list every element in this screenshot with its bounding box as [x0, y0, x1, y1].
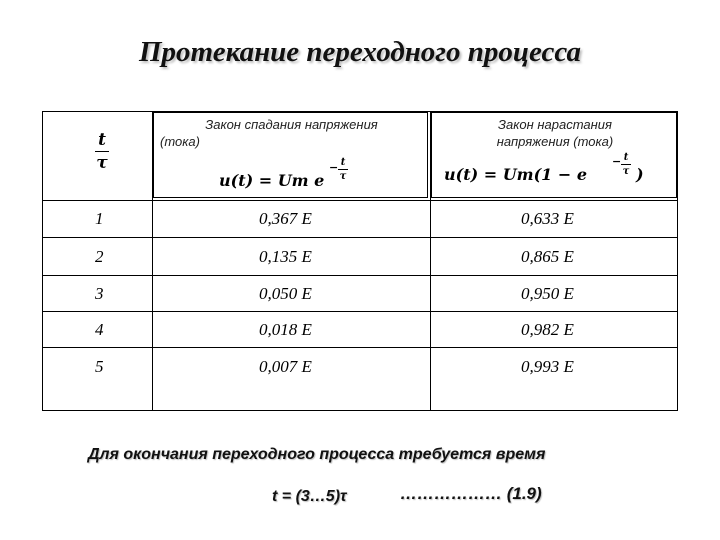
- table-cell-t: 3: [95, 284, 104, 303]
- equation-reference: ……………… (1.9): [400, 484, 542, 503]
- note-text: Для окончания переходного процесса требуется время: [88, 446, 546, 463]
- table-cell-rise: 0,633 E: [521, 209, 574, 228]
- row-divider: [43, 311, 677, 312]
- table-cell-t: 4: [95, 320, 104, 339]
- table-cell-rise: 0,993 E: [521, 357, 574, 376]
- rise-formula: u(t) = Um(1 − e: [444, 165, 588, 184]
- table-cell-decay: 0,018 E: [259, 320, 312, 339]
- decay-exp-den: τ: [339, 171, 347, 182]
- table-cell-rise: 0,950 E: [521, 284, 574, 303]
- transient-table: [42, 111, 678, 411]
- row-divider: [43, 200, 677, 201]
- decay-law-subtitle: (тока): [160, 134, 200, 149]
- table-cell-t: 1: [95, 209, 104, 228]
- decay-law-header: [153, 112, 428, 198]
- table-cell-decay: 0,050 E: [259, 284, 312, 303]
- decay-exp-sign: −: [329, 161, 339, 174]
- decay-law-title: Закон спадания напряжения: [205, 117, 378, 132]
- row-divider: [43, 275, 677, 276]
- rise-exponent-fraction: [621, 152, 631, 177]
- rise-law-header: [431, 112, 677, 198]
- table-cell-t: 2: [95, 247, 104, 266]
- table-cell-rise: 0,982 E: [521, 320, 574, 339]
- table-cell-decay: 0,367 E: [259, 209, 312, 228]
- header-t: t: [98, 130, 106, 150]
- time-formula: t = (3…5)τ: [272, 488, 347, 505]
- t-over-tau-header: [95, 130, 109, 173]
- header-tau: τ: [96, 153, 108, 173]
- table-cell-t: 5: [95, 357, 104, 376]
- rise-law-subtitle: напряжения (тока): [496, 134, 614, 149]
- decay-formula: u(t) = Um e: [219, 171, 325, 190]
- rise-exp-sign: −: [612, 155, 622, 168]
- row-divider: [43, 347, 677, 348]
- rise-exp-num: t: [623, 152, 629, 163]
- row-divider: [43, 237, 677, 238]
- rise-formula-close: ): [636, 165, 644, 184]
- table-cell-decay: 0,007 E: [259, 357, 312, 376]
- decay-exp-num: t: [340, 157, 346, 168]
- rise-exp-den: τ: [622, 166, 630, 177]
- table-cell-decay: 0,135 E: [259, 247, 312, 266]
- page-title: Протекание переходного процесса: [139, 36, 581, 68]
- decay-exponent-fraction: [338, 157, 348, 182]
- table-cell-rise: 0,865 E: [521, 247, 574, 266]
- rise-law-title: Закон нарастания: [498, 117, 612, 132]
